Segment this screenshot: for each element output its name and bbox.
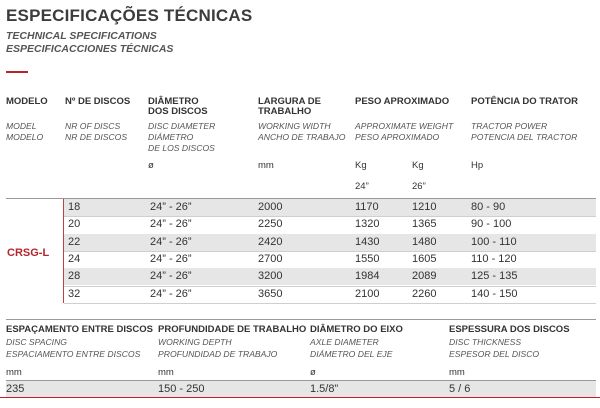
spacing-en: DISC SPACING: [6, 337, 67, 347]
col-model-en: MODEL: [6, 121, 37, 131]
cell-discs: 32: [68, 287, 81, 300]
cell-power: 125 - 135: [471, 270, 518, 283]
col-power-en: TRACTOR POWER: [471, 121, 548, 131]
depth-unit: mm: [158, 367, 174, 378]
depth-value: 150 - 250: [158, 383, 205, 395]
cell-discs: 18: [68, 201, 81, 213]
cell-width: 2250: [258, 218, 283, 231]
depth-pt: PROFUNDIDADE DE TRABALHO: [158, 324, 307, 335]
col-model-pt: MODELO: [6, 96, 48, 107]
cell-diameter: 24” - 26”: [150, 235, 192, 248]
cell-discs: 20: [68, 218, 81, 231]
col-width-pt-2: TRABALHO: [258, 106, 312, 117]
spacing-unit: mm: [6, 367, 22, 378]
cell-weight-26: 1480: [412, 235, 437, 248]
col-diameter-es-1: DIÁMETRO: [148, 132, 194, 142]
cell-weight-24: 1430: [355, 235, 380, 248]
col-weight-es: PESO APROXIMADO: [355, 132, 440, 142]
cell-width: 2000: [258, 201, 283, 213]
cell-discs: 24: [68, 252, 81, 265]
page-title: ESPECIFICAÇÕES TÉCNICAS: [6, 6, 253, 25]
col-width-en: WORKING WIDTH: [258, 121, 331, 131]
cell-weight-26: 2089: [412, 270, 437, 283]
row-divider: [64, 251, 596, 252]
thickness-unit: mm: [449, 367, 465, 378]
col-discs-es: NR DE DISCOS: [65, 132, 128, 142]
title-accent-line: [6, 71, 28, 73]
cell-weight-24: 1320: [355, 218, 380, 231]
cell-discs: 22: [68, 235, 81, 248]
col-weight-pt: PESO APROXIMADO: [355, 96, 450, 107]
col-power-es: POTENCIA DEL TRACTOR: [471, 132, 578, 142]
bottom-accent-line: [0, 397, 600, 398]
unit-weight-26: Kg: [412, 160, 424, 171]
cell-power: 110 - 120: [471, 252, 517, 265]
axle-pt: DIÂMETRO DO EIXO: [310, 324, 403, 335]
unit-power: Hp: [471, 160, 484, 171]
unit-weight-24: Kg: [355, 160, 367, 171]
spacing-value: 235: [6, 383, 25, 395]
spacing-es: ESPACIAMENTO ENTRE DISCOS: [6, 349, 141, 359]
col-width-es: ANCHO DE TRABAJO: [258, 132, 346, 142]
axle-unit: ø: [310, 367, 316, 378]
weight-size-24: 24”: [355, 181, 369, 192]
cell-power: 140 - 150: [471, 287, 518, 300]
spacing-pt: ESPAÇAMENTO ENTRE DISCOS: [6, 324, 153, 335]
col-diameter-pt-1: DIÂMETRO: [148, 96, 199, 107]
col-diameter-en: DISC DIAMETER: [148, 121, 216, 131]
bottom-value-band: [6, 381, 596, 397]
cell-power: 90 - 100: [471, 218, 512, 231]
thickness-en: DISC THICKNESS: [449, 337, 522, 347]
cell-discs: 28: [68, 270, 81, 283]
subtitle-en: TECHNICAL SPECIFICATIONS: [6, 30, 157, 42]
depth-en: WORKING DEPTH: [158, 337, 232, 347]
bottom-top-border: [6, 319, 596, 320]
cell-weight-26: 1365: [412, 218, 437, 231]
col-weight-en: APPROXIMATE WEIGHT: [355, 121, 454, 131]
depth-es: PROFUNDIDAD DE TRABAJO: [158, 349, 278, 359]
axle-en: AXLE DIAMETER: [310, 337, 379, 347]
col-discs-en: NR OF DISCS: [65, 121, 121, 131]
unit-width: mm: [258, 160, 274, 171]
thickness-es: ESPESOR DEL DISCO: [449, 349, 540, 359]
axle-es: DIÁMETRO DEL EJE: [310, 349, 393, 359]
col-power-pt: POTÊNCIA DO TRATOR: [471, 96, 578, 107]
cell-diameter: 24” - 26”: [150, 287, 192, 300]
model-name: CRSG-L: [7, 247, 50, 259]
cell-power: 100 - 110: [471, 235, 517, 248]
row-stripe: [64, 199, 596, 216]
cell-power: 80 - 90: [471, 201, 506, 213]
cell-diameter: 24” - 26”: [150, 252, 192, 265]
cell-weight-24: 1550: [355, 252, 380, 265]
cell-width: 3650: [258, 287, 283, 300]
row-divider: [64, 303, 596, 304]
axle-value: 1.5/8”: [310, 383, 339, 395]
thickness-pt: ESPESSURA DOS DISCOS: [449, 324, 570, 335]
cell-width: 2420: [258, 235, 283, 248]
thickness-value: 5 / 6: [449, 383, 471, 395]
col-width-pt-1: LARGURA DE: [258, 96, 321, 107]
cell-weight-24: 2100: [355, 287, 380, 300]
cell-weight-26: 1210: [412, 201, 437, 213]
row-divider: [64, 216, 596, 217]
cell-diameter: 24” - 26”: [150, 218, 192, 231]
cell-diameter: 24” - 26”: [150, 270, 192, 283]
col-diameter-es-2: DE LOS DISCOS: [148, 143, 215, 153]
cell-width: 3200: [258, 270, 283, 283]
unit-diameter: ø: [148, 160, 154, 171]
cell-weight-26: 1605: [412, 252, 437, 265]
subtitle-es: ESPECIFICACCIONES TÉCNICAS: [6, 43, 174, 55]
weight-size-26: 26”: [412, 181, 426, 192]
col-discs-pt: Nº DE DISCOS: [65, 96, 131, 107]
cell-width: 2700: [258, 252, 283, 265]
col-diameter-pt-2: DOS DISCOS: [148, 106, 208, 117]
col-model-es: MODELO: [6, 132, 44, 142]
row-divider: [64, 286, 596, 287]
cell-weight-26: 2260: [412, 287, 437, 300]
cell-diameter: 24” - 26”: [150, 201, 192, 213]
cell-weight-24: 1170: [355, 201, 379, 213]
cell-weight-24: 1984: [355, 270, 380, 283]
